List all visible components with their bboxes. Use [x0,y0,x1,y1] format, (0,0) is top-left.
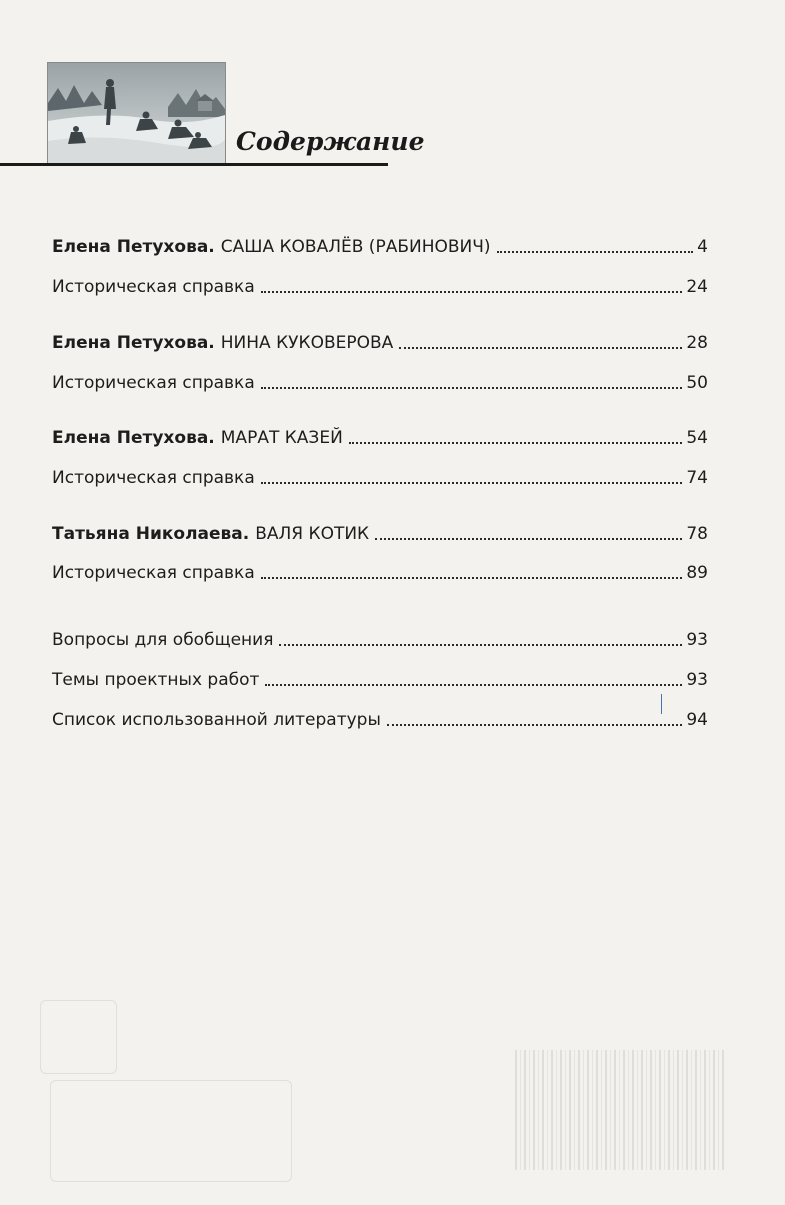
toc-page-number: 4 [697,237,708,257]
header-illustration [47,62,226,166]
toc-title: Историческая справка [52,373,255,393]
toc-leader [375,538,682,540]
toc-author: Елена Петухова. [52,333,215,353]
toc-leader [261,482,683,484]
toc-page-number: 94 [686,710,708,730]
toc-author: Елена Петухова. [52,237,215,257]
toc-entry [52,517,708,545]
toc-title: Список использованной литературы [52,710,381,730]
toc-leader [261,577,683,579]
toc-page-number: 28 [686,333,708,353]
toc-entry [52,623,708,651]
toc-leader [387,724,682,726]
toc-title: ВАЛЯ КОТИК [255,524,370,544]
bleed-through-box [50,1080,292,1182]
toc-page-number: 54 [686,428,708,448]
toc-entry [52,556,708,584]
toc-leader [265,684,682,686]
toc-page-number: 93 [686,670,708,690]
toc-title: Историческая справка [52,468,255,488]
toc-leader [279,644,682,646]
winter-partisans-illustration [48,63,225,165]
toc-title: Темы проектных работ [52,670,260,690]
toc-leader [399,347,682,349]
header-rule [0,163,388,166]
bleed-through-box [40,1000,117,1074]
toc-entry [52,326,708,354]
toc-page-number: 74 [686,468,708,488]
toc-entry [52,421,708,449]
toc-entry [52,366,708,394]
toc-page-number: 50 [686,373,708,393]
toc-entry [52,703,708,731]
toc-author: Елена Петухова. [52,428,215,448]
toc-entry [52,270,708,298]
toc-leader [497,251,694,253]
bleed-through-barcode [515,1050,725,1170]
toc-author: Татьяна Николаева. [52,524,250,544]
toc-entry [52,461,708,489]
toc-page-number: 89 [686,563,708,583]
toc-title: НИНА КУКОВЕРОВА [220,333,394,353]
toc-page-number: 24 [686,277,708,297]
toc-title: Историческая справка [52,277,255,297]
toc-title: МАРАТ КАЗЕЙ [220,428,343,448]
toc-page-number: 93 [686,630,708,650]
page-title: Содержание [236,127,425,156]
toc-title: САША КОВАЛЁВ (РАБИНОВИЧ) [220,237,491,257]
toc-leader [261,387,683,389]
toc-page-number: 78 [686,524,708,544]
toc-title: Историческая справка [52,563,255,583]
toc-title: Вопросы для обобщения [52,630,274,650]
toc-leader [349,442,683,444]
toc-entry [52,663,708,691]
toc-leader [261,291,683,293]
toc-entry [52,230,708,258]
pen-mark [661,694,662,714]
